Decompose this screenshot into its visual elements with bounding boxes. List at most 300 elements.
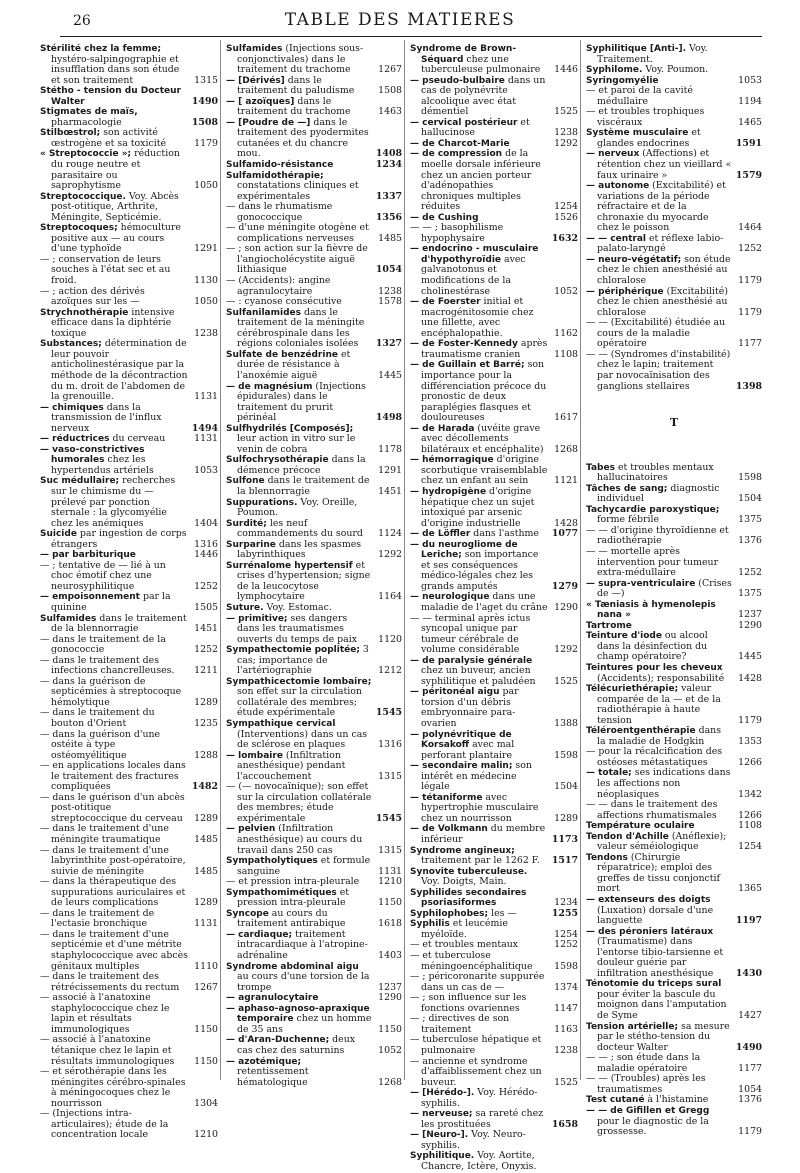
entry-page-ref: 1525 — [554, 675, 578, 687]
index-entry — [40, 308, 218, 340]
entry-heading: Syphilis — [410, 919, 450, 930]
index-entry — [410, 1130, 578, 1151]
entry-heading: Sulfate de benzédrine — [226, 349, 338, 360]
entry-page-ref: 1451 — [194, 623, 218, 635]
index-entry — [586, 800, 762, 821]
index-entry — [40, 930, 218, 972]
entry-text — [40, 107, 188, 128]
index-entry — [226, 76, 402, 97]
entry-heading: Tabes — [586, 462, 615, 473]
entry-page-ref: 1494 — [191, 422, 218, 434]
entry-text — [226, 297, 372, 308]
entry-text — [40, 434, 188, 445]
entry-heading: — agranulocytaire — [226, 993, 319, 1004]
entry-text — [226, 223, 372, 244]
entry-detail: pour le diagnostic de la grossesse. — [597, 1115, 709, 1138]
entry-page-ref: 1545 — [375, 812, 402, 824]
entry-detail: traitement intracardiaque à l'atropine-adrénaline — [237, 928, 368, 962]
entry-text — [226, 118, 372, 160]
entry-page-ref: 1316 — [378, 739, 402, 751]
entry-heading: — [Neuro-]. — [410, 1130, 469, 1141]
entry-page-ref: 1517 — [551, 855, 578, 867]
entry-text — [226, 561, 372, 603]
entry-page-ref: 1353 — [738, 735, 762, 747]
index-entry — [586, 128, 762, 149]
entry-detail: et leucémie myéloïde. — [421, 918, 508, 940]
index-entry — [410, 540, 578, 593]
index-entry — [226, 44, 402, 76]
entry-page-ref: 1211 — [194, 665, 218, 677]
index-entry — [586, 663, 762, 684]
entry-page-ref: 1291 — [194, 243, 218, 255]
entry-heading: Sulfochrysothérapie — [226, 455, 329, 466]
entry-detail: — ; action des dérivés azoïques sur les — — [40, 285, 145, 308]
index-entry — [226, 962, 402, 994]
entry-text — [586, 579, 732, 600]
entry-heading: Tendon d'Achille — [586, 831, 669, 842]
entry-text — [410, 951, 548, 972]
index-entry — [586, 747, 762, 768]
index-entry — [226, 856, 402, 877]
entry-text — [40, 972, 188, 993]
index-entry — [410, 223, 578, 244]
entry-text — [40, 1035, 188, 1067]
entry-page-ref: 1304 — [194, 1097, 218, 1109]
entry-text — [226, 782, 372, 824]
index-entry — [40, 44, 218, 86]
entry-detail: — et pression intra-pleurale — [226, 876, 360, 888]
entry-detail: (Infiltration anesthésique) au cours du travail dans 250 cas — [237, 823, 363, 856]
entry-text — [226, 856, 372, 877]
entry-heading: Tendons — [586, 852, 628, 863]
entry-text — [586, 747, 732, 768]
entry-page-ref: 1131 — [194, 433, 218, 445]
entry-page-ref: 1430 — [735, 967, 762, 979]
entry-page-ref: 1212 — [378, 665, 402, 677]
entry-detail: (Injections sous-conjonctivales) dans le traitement du trachome — [237, 43, 364, 76]
index-entry — [226, 476, 402, 497]
entry-text — [226, 350, 372, 382]
entry-text — [586, 107, 732, 128]
entry-detail: — et tuberculose méningoencéphalitique — [410, 950, 533, 972]
entry-text — [40, 339, 188, 402]
entry-page-ref: 1598 — [738, 472, 762, 484]
entry-page-ref: 1403 — [378, 950, 402, 962]
entry-text — [410, 656, 548, 688]
entry-text — [586, 895, 732, 927]
entry-detail: par torsion d'un débris embryonnaire para-ovarien — [421, 686, 519, 729]
index-entry — [40, 434, 218, 445]
entry-detail: dans un cas de polynévrite alcoolique avec état démentiel — [421, 74, 546, 118]
index-entry — [226, 877, 402, 888]
entry-page-ref: 1327 — [375, 338, 402, 350]
index-entry — [410, 993, 578, 1014]
entry-heading: — — de Gifillen et Gregg — [586, 1105, 710, 1116]
index-entry — [40, 972, 218, 993]
entry-heading: Syndrome de Brown-Séquard — [410, 44, 517, 65]
entry-detail: — d'une méningite otogène et complications nerveuses — [226, 222, 369, 244]
entry-heading: Syndrome abdominal aigu — [226, 961, 359, 972]
entry-heading: — primitive; — [226, 613, 288, 624]
entry-text — [410, 244, 548, 297]
entry-heading: Syphilophobes; — [410, 908, 489, 919]
index-entry — [410, 761, 578, 793]
entry-text — [410, 360, 548, 423]
section-letter: T — [669, 416, 679, 430]
entry-text — [410, 592, 548, 613]
entry-detail: — dans le traitement d'une septicémie et d'une métrite staphylococcique avec abcès génitaux multiples — [40, 928, 188, 972]
entry-heading: — neurologique — [410, 592, 490, 603]
entry-detail: chez une tuberculeuse pulmonaire — [421, 53, 541, 76]
entry-page-ref: 1173 — [551, 834, 578, 846]
entry-page-ref: 1398 — [735, 380, 762, 392]
entry-heading: Tachycardie paroxystique; — [586, 504, 720, 515]
entry-heading: — de Volkmann — [410, 824, 488, 835]
index-entry — [226, 909, 402, 930]
entry-page-ref: 1337 — [375, 190, 402, 202]
index-column-1 — [40, 44, 218, 1141]
index-entry — [410, 867, 578, 888]
entry-text — [40, 86, 188, 107]
entry-text — [586, 853, 732, 895]
entry-page-ref: 1110 — [194, 960, 218, 972]
entry-text — [586, 234, 732, 255]
entry-heading: Surdité; — [226, 518, 267, 529]
entry-text — [40, 128, 188, 149]
index-entry — [40, 793, 218, 825]
entry-page-ref: 1618 — [378, 918, 402, 930]
index-entry — [586, 484, 762, 505]
entry-text — [40, 730, 188, 762]
entry-detail: — et troubles mentaux — [410, 939, 519, 951]
entry-text — [586, 505, 732, 526]
entry-text — [226, 645, 372, 677]
entry-detail: — (Injections intra-articulaires); étude de la concentration locale — [40, 1108, 169, 1141]
index-entry — [410, 424, 578, 456]
entry-text — [410, 761, 548, 793]
entry-detail: forme fébrile — [597, 514, 660, 526]
entry-text — [586, 463, 732, 484]
index-entry — [226, 382, 402, 424]
entry-page-ref: 1504 — [738, 493, 762, 505]
entry-detail: — — terminal après ictus syncopal unique par tumeur cérébrale de volume considérable — [410, 612, 531, 656]
index-entry — [586, 979, 762, 1021]
index-entry — [586, 600, 762, 621]
entry-page-ref: 1505 — [194, 601, 218, 613]
entry-detail: (Chirurgie réparatrice); emploi des greffes de tissu conjonctif mort — [597, 851, 720, 895]
entry-detail: (uvéite grave avec décollements bilatéraux et encéphalite) — [421, 422, 544, 455]
index-entry — [40, 677, 218, 709]
entry-text — [410, 339, 548, 360]
index-entry — [586, 287, 762, 319]
entry-detail: au cours du traitement antirabique — [237, 907, 346, 930]
entry-page-ref: 1316 — [194, 538, 218, 550]
entry-page-ref: 1290 — [554, 601, 578, 613]
entry-detail: (Traumatisme) dans l'entorse tibio-tarsienne et douleur guérie par infiltration anesthésique — [597, 936, 724, 979]
entry-detail: — — mortelle après intervention pour tumeur extra-médullaire — [586, 545, 719, 579]
index-entry — [410, 687, 578, 729]
entry-text — [410, 297, 548, 339]
entry-detail: avec mal perforant plantaire — [421, 739, 515, 761]
entry-page-ref: 1267 — [378, 64, 402, 76]
entry-page-ref: 1376 — [738, 535, 762, 547]
index-entry — [40, 287, 218, 308]
entry-page-ref: 1617 — [554, 412, 578, 424]
entry-page-ref: 1525 — [554, 106, 578, 118]
entry-heading: — de Löffler — [410, 529, 471, 540]
index-entry — [40, 909, 218, 930]
entry-page-ref: 1375 — [738, 588, 762, 600]
entry-page-ref: 1445 — [378, 369, 402, 381]
entry-heading: — extenseurs des doigts — [586, 895, 711, 906]
entry-page-ref: 1177 — [738, 1062, 762, 1074]
entry-detail: dans le traitement des pyodermites cutanées et du chancre mou. — [237, 116, 369, 160]
index-entry — [226, 519, 402, 540]
entry-detail: — ; son action sur la fièvre de l'angiocholécystite aiguë lithiasique — [226, 243, 368, 276]
index-entry — [40, 149, 218, 191]
column-separator — [220, 40, 221, 1080]
entry-text — [410, 824, 548, 845]
index-entry — [410, 1014, 578, 1035]
entry-heading: — [Dérivés] — [226, 75, 285, 86]
entry-text — [226, 455, 372, 476]
entry-text — [40, 529, 188, 550]
index-entry — [40, 86, 218, 107]
index-entry — [586, 1074, 762, 1095]
entry-detail: et hallucinose — [421, 116, 530, 139]
index-entry — [226, 540, 402, 561]
entry-page-ref: 1130 — [194, 275, 218, 287]
entry-heading: — supra-ventriculaire — [586, 578, 696, 589]
entry-text — [586, 1022, 732, 1054]
entry-page-ref: 1234 — [375, 159, 402, 171]
entry-text — [586, 927, 732, 980]
entry-detail: — — ; basophilisme hypophysaire — [410, 222, 504, 244]
entry-detail: — ; son influence sur les fonctions ovariennes — [410, 992, 527, 1014]
entry-page-ref: 1591 — [735, 137, 762, 149]
entry-page-ref: 1498 — [375, 412, 402, 424]
entry-page-ref: 1292 — [554, 644, 578, 656]
entry-page-ref: 1238 — [194, 327, 218, 339]
entry-page-ref: 1050 — [194, 296, 218, 308]
entry-text — [40, 403, 188, 435]
entry-detail: avec galvanotonus et modifications de la cholinestérase — [421, 253, 526, 297]
entry-text — [586, 128, 732, 149]
entry-heading: Ténotomie du triceps sural — [586, 979, 722, 990]
entry-page-ref: 1388 — [554, 718, 578, 729]
entry-page-ref: 1252 — [554, 939, 578, 951]
entry-detail: les — — [488, 907, 517, 919]
index-entry — [410, 487, 578, 529]
entry-text — [410, 793, 548, 825]
entry-detail: — dans la thérapeutique des suppurations auriculaires et de leurs complications — [40, 876, 186, 909]
entry-page-ref: 1050 — [194, 180, 218, 192]
entry-text — [410, 1057, 548, 1089]
index-entry — [40, 476, 218, 529]
entry-page-ref: 1238 — [554, 1044, 578, 1056]
entry-detail: — pour la récalcification des ostéoses métastatiques — [586, 746, 723, 768]
entry-page-ref: 1632 — [551, 232, 578, 244]
entry-page-ref: 1508 — [378, 85, 402, 97]
entry-detail: traitement par le 1262 F. — [421, 855, 540, 867]
entry-detail: d'origine hépatique chez un sujet intoxiqué par arsenic d'origine industrielle — [421, 485, 535, 529]
index-entry — [40, 445, 218, 477]
entry-page-ref: 1150 — [194, 1023, 218, 1035]
entry-page-ref: 1252 — [194, 644, 218, 656]
entry-text — [410, 1151, 548, 1172]
entry-page-ref: 1292 — [378, 549, 402, 561]
entry-detail: chez les hypertendus artériels — [51, 454, 154, 476]
entry-text — [586, 181, 732, 234]
entry-detail: avec hypertrophie musculaire chez un nourrisson — [421, 791, 539, 824]
entry-text — [226, 993, 372, 1004]
entry-heading: « Streptococcie »; — [40, 149, 132, 160]
entry-page-ref: 1376 — [738, 1094, 762, 1106]
entry-detail: — dans le rhumatisme gonococcique — [226, 201, 333, 223]
entry-heading: — vaso-constrictives humorales — [40, 444, 145, 466]
entry-heading: — de paralysie générale — [410, 655, 533, 666]
entry-detail: hémoculture positive aux — au cours d'une typhoïde — [51, 222, 181, 255]
index-entry — [410, 972, 578, 993]
entry-heading: — du neurogliome de Leriche; — [410, 539, 518, 561]
entry-page-ref: 1482 — [191, 781, 218, 793]
entry-detail: — ancienne et syndrome d'affaiblissement chez un buveur. — [410, 1055, 542, 1088]
entry-detail: dans le traitement du paludisme — [237, 74, 355, 97]
entry-text — [410, 118, 548, 139]
entry-page-ref: 1579 — [735, 169, 762, 181]
entry-page-ref: 1131 — [194, 391, 218, 403]
entry-text — [40, 561, 188, 593]
index-entry — [226, 1035, 402, 1056]
entry-text — [586, 86, 732, 107]
entry-text — [410, 1109, 548, 1130]
entry-text — [226, 382, 372, 424]
entry-detail: chez un buveur, ancien syphilitique et paludéen — [421, 665, 536, 687]
index-entry — [410, 244, 578, 297]
entry-page-ref: 1268 — [554, 443, 578, 455]
entry-text — [40, 877, 188, 909]
header-rule — [60, 36, 762, 37]
index-entry — [226, 719, 402, 751]
entry-page-ref: 1254 — [554, 201, 578, 213]
entry-detail: Voy. Hérédo-syphilis. — [421, 1087, 538, 1109]
entry-heading: — périphérique — [586, 286, 664, 297]
entry-text — [586, 1106, 732, 1138]
entry-detail: dans la transmission de l'influx nerveux — [51, 401, 162, 434]
entry-text — [226, 202, 372, 223]
index-entry — [226, 782, 402, 824]
entry-text — [226, 540, 372, 561]
entry-page-ref: 1237 — [378, 981, 402, 993]
entry-detail: dans le traitement de la blennorragie — [237, 475, 370, 497]
entry-detail: d'origine scorbutique vraisemblable chez un enfant au sein — [421, 454, 548, 487]
entry-text — [40, 308, 188, 340]
entry-page-ref: 1054 — [375, 264, 402, 276]
entry-detail: du membre inférieur — [421, 823, 546, 846]
entry-detail: — : cyanose consécutive — [226, 296, 342, 308]
index-entry — [410, 1088, 578, 1109]
entry-page-ref: 1267 — [194, 981, 218, 993]
index-entry — [40, 529, 218, 550]
entry-heading: — empoisonnement — [40, 592, 140, 603]
entry-page-ref: 1052 — [554, 285, 578, 297]
entry-heading: Tâches de sang; — [586, 483, 668, 494]
entry-detail: — dans le traitement d'une labyrinthite post-opératoire, suivie de méningite — [40, 844, 186, 877]
index-entry — [226, 424, 402, 456]
entry-heading: Sympathique cervical — [226, 719, 336, 729]
entry-text — [226, 1004, 372, 1036]
entry-detail: Voy. Aortite, Chancre, Ictère, Onyxis. — [421, 1150, 537, 1172]
entry-heading: — nerveux — [586, 149, 640, 160]
entry-text — [410, 529, 548, 540]
entry-text — [410, 867, 548, 888]
index-entry — [410, 529, 578, 540]
entry-page-ref: 1291 — [378, 464, 402, 476]
entry-detail: son importance pour la différenciation précoce du pronostic de deux paraplégies flasques et douloureuses — [421, 359, 547, 424]
entry-heading: Syphilitique [Anti-]. — [586, 44, 687, 54]
entry-page-ref: 1197 — [735, 915, 762, 927]
entry-detail: (Anéflexie); valeur séméiologique — [597, 830, 727, 853]
entry-detail: les neuf commandements du sourd — [237, 517, 363, 540]
entry-heading: Syncope — [226, 908, 269, 919]
entry-detail: — dans le traitement du bouton d'Orient — [40, 707, 155, 729]
entry-page-ref: 1177 — [738, 338, 762, 350]
entry-text — [410, 455, 548, 487]
index-entry — [586, 505, 762, 526]
index-entry — [586, 579, 762, 600]
entry-detail: et glandes endocrines — [597, 127, 701, 149]
entry-page-ref: 1404 — [194, 517, 218, 529]
entry-detail: son étude chez le chien anesthésié au chloralose — [597, 253, 731, 287]
entry-heading: — pseudo-bulbaire — [410, 75, 505, 86]
entry-heading: Tension artérielle; — [586, 1021, 679, 1032]
entry-detail: Voy. Estomac. — [263, 601, 332, 613]
entry-heading: — autonome — [586, 181, 650, 192]
entry-text — [226, 276, 372, 297]
entry-text — [226, 930, 372, 962]
entry-heading: Stigmates de maïs, — [40, 107, 138, 118]
index-entry — [40, 128, 218, 149]
entry-detail: leur action in vitro sur le venin de cobra — [237, 433, 356, 455]
entry-heading: — de Harada — [410, 423, 475, 434]
index-entry — [586, 684, 762, 726]
entry-text — [586, 149, 732, 181]
entry-detail: ou alcool dans la désinfection du champ opératoire? — [597, 630, 708, 663]
entry-heading: — aphaso-agnoso-apraxique temporaire — [226, 1003, 370, 1025]
entry-page-ref: 1164 — [378, 591, 402, 603]
index-entry — [410, 118, 578, 139]
index-entry — [226, 1057, 402, 1089]
entry-text — [586, 350, 732, 392]
entry-text — [226, 751, 372, 783]
entry-detail: — — ; son étude dans la maladie opératoire — [586, 1052, 701, 1074]
entry-text — [410, 888, 548, 909]
index-entry — [410, 1151, 578, 1172]
entry-page-ref: 1315 — [378, 844, 402, 856]
entry-page-ref: 1465 — [738, 116, 762, 128]
index-entry — [410, 1057, 578, 1089]
index-entry — [226, 202, 402, 223]
index-entry — [40, 561, 218, 593]
entry-page-ref: 1121 — [554, 475, 578, 487]
page-header — [0, 0, 800, 38]
entry-text — [226, 677, 372, 719]
index-entry — [410, 44, 578, 76]
entry-page-ref: 1485 — [194, 865, 218, 877]
entry-text — [40, 708, 188, 729]
entry-page-ref: 1237 — [738, 609, 762, 621]
index-entry — [586, 350, 762, 392]
